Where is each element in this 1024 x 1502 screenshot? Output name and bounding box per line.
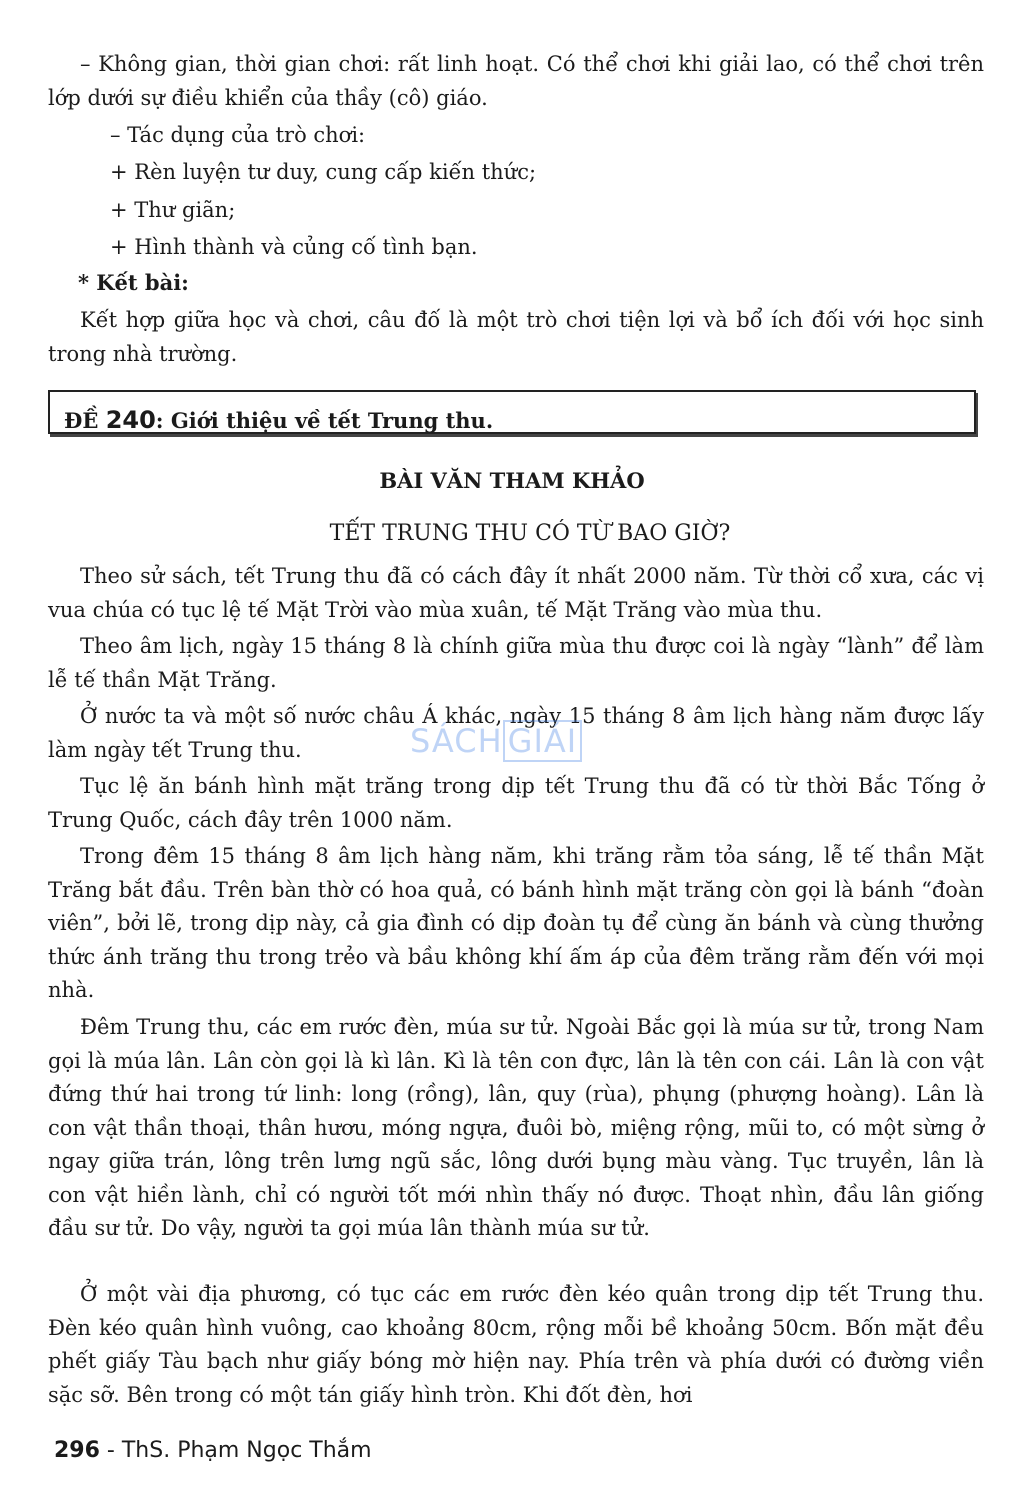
conclusion-text: Kết hợp giữa học và chơi, câu đố là một trò chơi tiện lợi và bổ ích đối với học sinh trong nhà trường. bbox=[48, 308, 984, 366]
essay-paragraph: Ở một vài địa phương, có tục các em rước đèn kéo quân trong dịp tết Trung thu. Đèn kéo quân hình vuông, cao khoảng 80cm, rộng mỗi bề khoảng 50cm. Bốn mặt đều phết giấy Tàu bạch như giấy bóng mờ hiện nay. Phía trên và phía dưới có đường viền sặc sỡ. Bên trong có một tán giấy hình tròn. Khi đốt đèn, hơi bbox=[48, 1282, 984, 1407]
topic-number: 240 bbox=[105, 406, 156, 434]
topic-box bbox=[48, 390, 976, 434]
essay-paragraph: Tục lệ ăn bánh hình mặt trăng trong dịp tết Trung thu đã có từ thời Bắc Tống ở Trung Quốc, cách đây trên 1000 năm. bbox=[48, 774, 984, 832]
topic-prefix: ĐỀ bbox=[64, 408, 99, 433]
watermark-logo: SÁCH GIẢI bbox=[410, 722, 582, 760]
intro-effects-line: – Tác dụng của trò chơi: bbox=[110, 123, 366, 147]
page-footer bbox=[54, 1438, 372, 1463]
page-number: 296 bbox=[54, 1438, 100, 1463]
bullet-item: + Hình thành và củng cố tình bạn. bbox=[110, 235, 478, 259]
essay-paragraph: Theo âm lịch, ngày 15 tháng 8 là chính giữa mùa thu được coi là ngày “lành” để làm lễ tế thần Mặt Trăng. bbox=[48, 634, 984, 692]
essay-paragraph: Trong đêm 15 tháng 8 âm lịch hàng năm, khi trăng rằm tỏa sáng, lễ tế thần Mặt Trăng bắt đầu. Trên bàn thờ có hoa quả, có bánh hình mặt trăng còn gọi là bánh “đoàn viên”, bởi lẽ, trong dịp này, cả gia đình có dịp đoàn tụ để cùng ăn bánh và cùng thưởng thức ánh trăng thu trong trẻo và bầu không khí ấm áp của đêm trăng rằm đến với mọi nhà. bbox=[48, 844, 984, 1002]
essay-subtitle: TẾT TRUNG THU CÓ TỪ BAO GIỜ? bbox=[329, 521, 731, 546]
topic-title bbox=[64, 406, 493, 434]
bullet-item: + Rèn luyện tư duy, cung cấp kiến thức; bbox=[110, 160, 537, 184]
bullet-item: + Thư giãn; bbox=[110, 198, 236, 222]
essay-paragraph: Đêm Trung thu, các em rước đèn, múa sư tử. Ngoài Bắc gọi là múa sư tử, trong Nam gọi là múa lân. Lân còn gọi là kì lân. Kì là tên con đực, lân là tên con cái. Lân là con vật đứng thứ hai trong tứ linh: long (rồng), lân, quy (rùa), phụng (phượng hoàng). Lân là con vật thần thoại, thân hươu, móng ngựa, đuôi bò, miệng rộng, mũi to, có một sừng ở ngay giữa trán, lông trên lưng ngũ sắc, lông dưới bụng màu vàng. Tục truyền, lân là con vật hiền lành, chỉ có người tốt mới nhìn thấy nó được. Thoạt nhìn, đầu lân giống đầu sư tử. Do vậy, người ta gọi múa lân thành múa sư tử. bbox=[48, 1015, 984, 1240]
footer-author: - ThS. Phạm Ngọc Thắm bbox=[99, 1438, 372, 1463]
conclusion-heading: * Kết bài: bbox=[78, 270, 189, 295]
topic-text: : Giới thiệu về tết Trung thu. bbox=[155, 408, 494, 433]
section-title: BÀI VĂN THAM KHẢO bbox=[379, 468, 645, 493]
essay-paragraph: Theo sử sách, tết Trung thu đã có cách đây ít nhất 2000 năm. Từ thời cổ xưa, các vị vua chúa có tục lệ tế Mặt Trời vào mùa xuân, tế Mặt Trăng vào mùa thu. bbox=[48, 564, 984, 622]
essay-paragraph: Ở nước ta và một số nước châu Á khác, ngày 15 tháng 8 âm lịch hàng năm được lấy làm ngày tết Trung thu. bbox=[48, 704, 984, 762]
intro-space-line: – Không gian, thời gian chơi: rất linh hoạt. Có thể chơi khi giải lao, có thể chơi trên lớp dưới sự điều khiển của thầy (cô) giáo. bbox=[48, 52, 984, 110]
